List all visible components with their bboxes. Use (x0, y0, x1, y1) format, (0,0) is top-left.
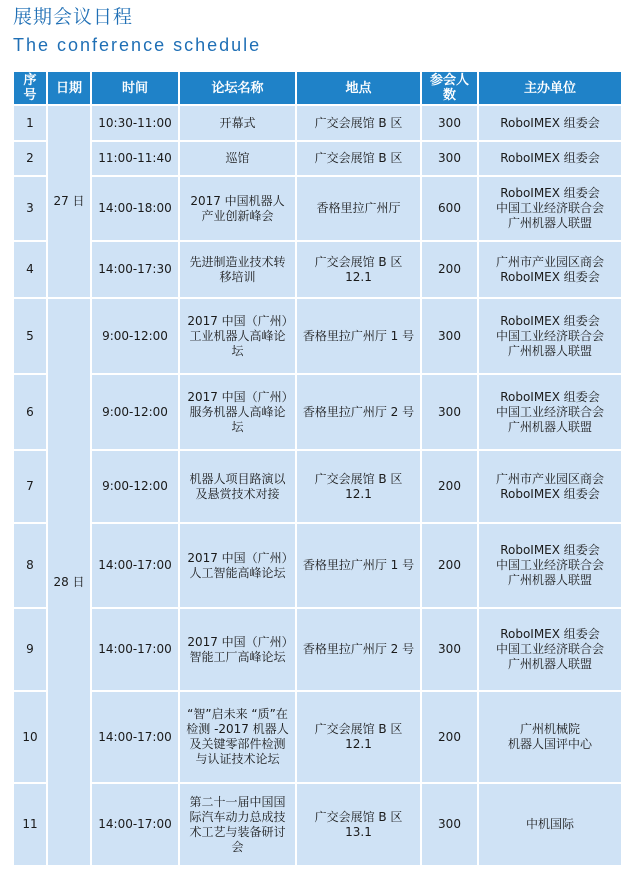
table-row (13, 241, 622, 298)
header-no: 序号 (13, 71, 47, 105)
row-number: 7 (13, 450, 47, 523)
organizer-line: 广州市产业园区商会 (495, 471, 604, 486)
row-number: 3 (13, 176, 47, 241)
organizer-cell (478, 374, 622, 450)
organizer-cell (478, 141, 622, 176)
venue-cell: 香格里拉广州厅 2 号 (296, 374, 421, 450)
organizer-line: RoboIMEX 组委会 (500, 115, 600, 130)
organizer-line: 中机国际 (525, 817, 574, 831)
organizer-line: RoboIMEX 组委会 (500, 313, 600, 328)
organizer-cell (478, 241, 622, 298)
header-time: 时间 (91, 71, 179, 105)
venue-cell: 香格里拉广州厅 1 号 (296, 523, 421, 608)
attendees-cell: 200 (421, 691, 478, 783)
venue-cell: 广交会展馆 B 区 12.1 (296, 450, 421, 523)
forum-cell: 机器人项目路演以及悬赏技术对接 (179, 450, 296, 523)
organizer-line: RoboIMEX 组委会 (500, 186, 600, 200)
organizer-line: RoboIMEX 组委会 (500, 389, 600, 404)
organizer-line: 中国工业经济联合会 (495, 404, 604, 419)
date-cell: 27 日 (47, 105, 91, 298)
organizer-cell (478, 105, 622, 141)
table-row (13, 176, 622, 241)
venue-cell: 广交会展馆 B 区 (296, 141, 421, 176)
time-cell: 9:00-12:00 (91, 298, 179, 374)
time-cell: 14:00-17:00 (91, 691, 179, 783)
organizer-cell (478, 176, 622, 241)
header-attendees: 参会人数 (421, 71, 478, 105)
venue-cell: 香格里拉广州厅 1 号 (296, 298, 421, 374)
organizer-cell (478, 450, 622, 523)
time-cell: 14:00-17:00 (91, 783, 179, 866)
row-number: 6 (13, 374, 47, 450)
organizer-line: RoboIMEX 组委会 (500, 151, 600, 165)
time-cell: 9:00-12:00 (91, 450, 179, 523)
attendees-cell: 300 (421, 298, 478, 374)
header-venue: 地点 (296, 71, 421, 105)
date-cell: 28 日 (47, 298, 91, 866)
organizer-cell (478, 783, 622, 866)
organizer-line: 中国工业经济联合会 (495, 201, 604, 215)
organizer-line: RoboIMEX 组委会 (500, 486, 600, 501)
organizer-line: 广州机器人联盟 (507, 573, 592, 587)
attendees-cell: 300 (421, 141, 478, 176)
table-row (13, 608, 622, 691)
header-organizer: 主办单位 (478, 71, 622, 105)
row-number: 2 (13, 141, 47, 176)
header-row (13, 71, 622, 105)
forum-cell: 先进制造业技术转移培训 (179, 241, 296, 298)
organizer-line: 广州机器人联盟 (507, 343, 592, 358)
organizer-line: 中国工业经济联合会 (495, 558, 604, 572)
time-cell: 14:00-17:00 (91, 608, 179, 691)
page-title-chinese: 展期会议日程 (13, 6, 134, 28)
row-number: 4 (13, 241, 47, 298)
row-number: 10 (13, 691, 47, 783)
row-number: 8 (13, 523, 47, 608)
venue-cell: 广交会展馆 B 区 13.1 (296, 783, 421, 866)
venue-cell: 香格里拉广州厅 (296, 176, 421, 241)
organizer-cell (478, 691, 622, 783)
organizer-cell (478, 523, 622, 608)
forum-cell: 2017 中国（广州）工业机器人高峰论坛 (179, 298, 296, 374)
row-number: 9 (13, 608, 47, 691)
attendees-cell: 600 (421, 176, 478, 241)
time-cell: 14:00-18:00 (91, 176, 179, 241)
header-forum: 论坛名称 (179, 71, 296, 105)
organizer-line: 广州机械院 (519, 722, 580, 736)
table-row (13, 374, 622, 450)
attendees-cell: 300 (421, 608, 478, 691)
organizer-cell (478, 608, 622, 691)
table-row (13, 141, 622, 176)
venue-cell: 香格里拉广州厅 2 号 (296, 608, 421, 691)
organizer-line: RoboIMEX 组委会 (500, 543, 600, 557)
forum-cell: 2017 中国机器人产业创新峰会 (179, 176, 296, 241)
row-number: 11 (13, 783, 47, 866)
venue-cell: 广交会展馆 B 区 12.1 (296, 691, 421, 783)
forum-cell: 2017 中国（广州）服务机器人高峰论坛 (179, 374, 296, 450)
forum-cell: 巡馆 (179, 141, 296, 176)
table-row (13, 450, 622, 523)
forum-cell: 开幕式 (179, 105, 296, 141)
forum-cell: 2017 中国（广州）智能工厂高峰论坛 (179, 608, 296, 691)
forum-cell: “智”启未来 “质”在检测 -2017 机器人及关键零部件检测与认证技术论坛 (179, 691, 296, 783)
organizer-line: 广州市产业园区商会 (495, 254, 604, 269)
header-date: 日期 (47, 71, 91, 105)
time-cell: 14:00-17:00 (91, 523, 179, 608)
organizer-line: 机器人国评中心 (507, 737, 592, 751)
forum-cell: 第二十一届中国国际汽车动力总成技术工艺与装备研讨会 (179, 783, 296, 866)
time-cell: 11:00-11:40 (91, 141, 179, 176)
forum-cell: 2017 中国（广州）人工智能高峰论坛 (179, 523, 296, 608)
time-cell: 10:30-11:00 (91, 105, 179, 141)
table-row (13, 105, 622, 141)
organizer-line: 广州机器人联盟 (507, 419, 592, 434)
table-row (13, 298, 622, 374)
organizer-line: RoboIMEX 组委会 (500, 627, 600, 641)
attendees-cell: 300 (421, 105, 478, 141)
row-number: 1 (13, 105, 47, 141)
table-row (13, 523, 622, 608)
venue-cell: 广交会展馆 B 区 (296, 105, 421, 141)
attendees-cell: 200 (421, 523, 478, 608)
schedule-table (12, 70, 623, 867)
attendees-cell: 300 (421, 783, 478, 866)
time-cell: 14:00-17:30 (91, 241, 179, 298)
attendees-cell: 200 (421, 241, 478, 298)
table-row (13, 783, 622, 866)
organizer-cell (478, 298, 622, 374)
organizer-line: RoboIMEX 组委会 (500, 269, 600, 284)
organizer-line: 中国工业经济联合会 (495, 642, 604, 656)
organizer-line: 广州机器人联盟 (507, 216, 592, 230)
attendees-cell: 200 (421, 450, 478, 523)
venue-cell: 广交会展馆 B 区 12.1 (296, 241, 421, 298)
page-title-english: The conference schedule (13, 35, 262, 55)
time-cell: 9:00-12:00 (91, 374, 179, 450)
attendees-cell: 300 (421, 374, 478, 450)
table-row (13, 691, 622, 783)
row-number: 5 (13, 298, 47, 374)
organizer-line: 中国工业经济联合会 (495, 328, 604, 343)
organizer-line: 广州机器人联盟 (507, 657, 592, 671)
